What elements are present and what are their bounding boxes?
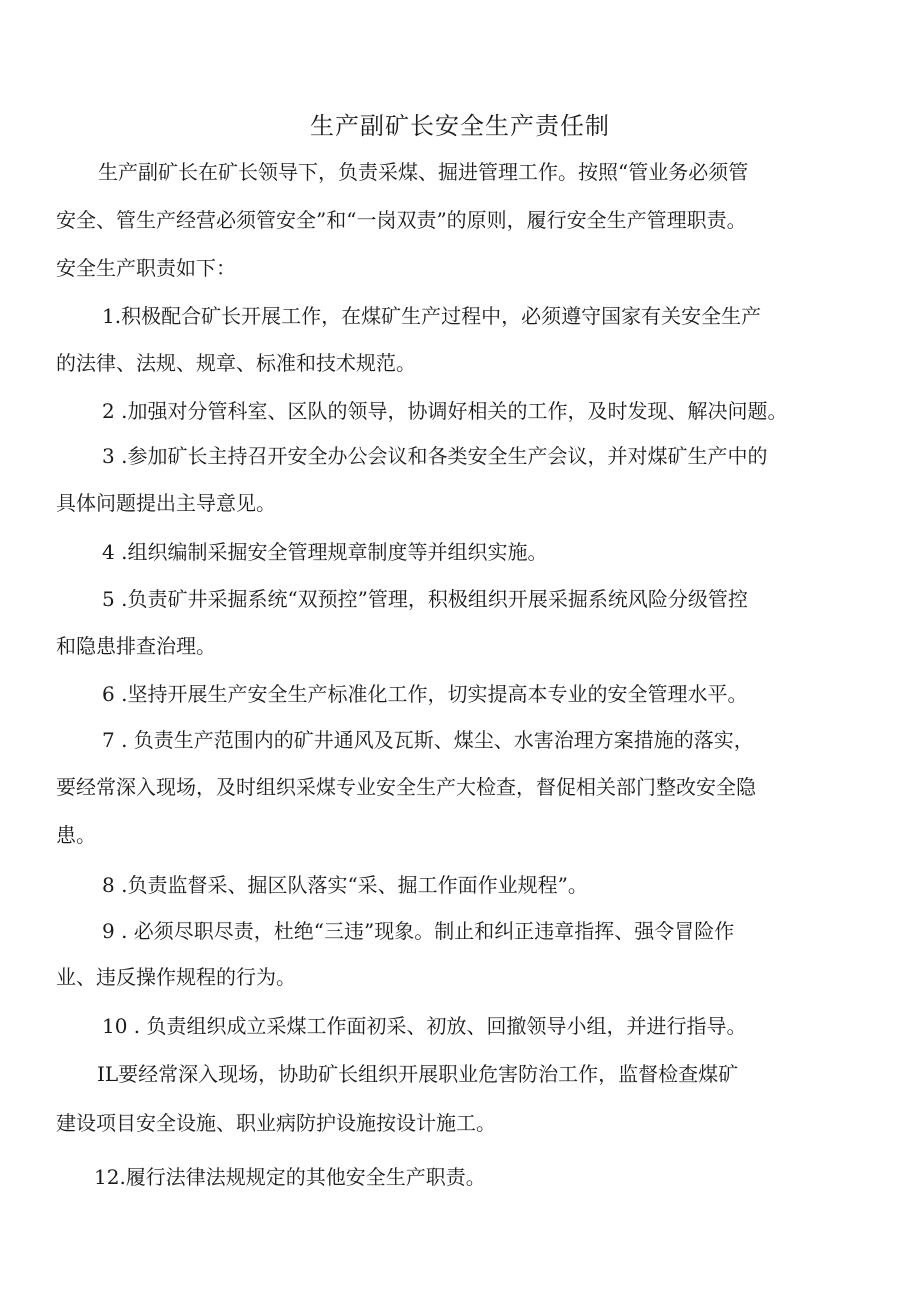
duty-item-7-line: 7 . 负责生产范围内的矿井通风及瓦斯、煤尘、水害治理方案措施的落实，: [102, 728, 754, 752]
duty-item-11-line: 建设项目安全设施、职业病防护设施按设计施工。: [56, 1111, 496, 1135]
duty-item-5-line: 5 .负责矿井采掘系统“双预控”管理，积极组织开展采掘系统风险分级管控: [102, 587, 748, 611]
duty-item-1-line: 1.积极配合矿长开展工作，在煤矿生产过程中，必须遵守国家有关安全生产: [102, 304, 762, 328]
intro-line: 生产副矿长在矿长领导下，负责采煤、掘进管理工作。按照“管业务必须管: [98, 160, 749, 184]
intro-line: 安全、管生产经营必须管安全”和“一岗双责”的原则，履行安全生产管理职责。: [56, 208, 747, 232]
duty-item-9-line: 9 . 必须尽职尽责，杜绝“三违”现象。制止和纠正违章指挥、强令冒险作: [102, 919, 735, 943]
duty-item-11-line: IL要经常深入现场，协助矿长组织开展职业危害防治工作，监督检查煤矿: [97, 1062, 739, 1086]
intro-line: 安全生产职责如下：: [56, 256, 236, 280]
duty-item-3-line: 3 .参加矿长主持召开安全办公会议和各类安全生产会议，并对煤矿生产中的: [102, 444, 768, 468]
duty-item-4-line: 4 .组织编制采掘安全管理规章制度等并组织实施。: [102, 540, 548, 564]
duty-item-7-line: 要经常深入现场，及时组织采煤专业安全生产大检查，督促相关部门整改安全隐: [56, 775, 756, 799]
duty-item-1-line: 的法律、法规、规章、标准和技术规范。: [56, 351, 416, 375]
duty-item-5-line: 和隐患排查治理。: [56, 634, 216, 658]
duty-item-10-line: 10 . 负责组织成立采煤工作面初采、初放、回撤领导小组，并进行指导。: [102, 1014, 747, 1038]
duty-item-9-line: 业、违反操作规程的行为。: [56, 965, 296, 989]
duty-item-3-line: 具体问题提出主导意见。: [56, 491, 276, 515]
duty-item-12-line: 12.履行法律法规规定的其他安全生产职责。: [94, 1165, 486, 1189]
duty-item-7-line: 患。: [56, 823, 96, 847]
document-title: 生产副矿长安全生产责任制: [310, 112, 610, 140]
duty-item-6-line: 6 .坚持开展生产安全生产标准化工作，切实提高本专业的安全管理水平。: [102, 682, 748, 706]
duty-item-2-line: 2 .加强对分管科室、区队的领导，协调好相关的工作，及时发现、解决问题。: [102, 399, 788, 423]
duty-item-8-line: 8 .负责监督采、掘区队落实“采、掘工作面作业规程”。: [102, 873, 588, 897]
